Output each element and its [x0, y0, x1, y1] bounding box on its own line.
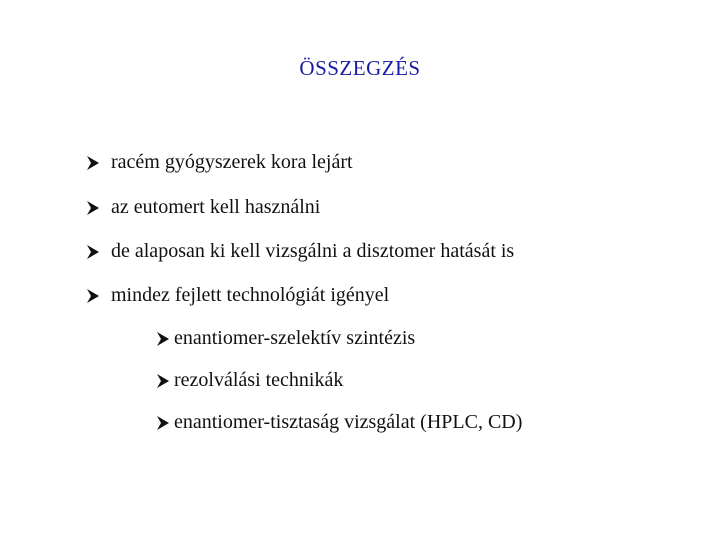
bullet-text: de alaposan ki kell vizsgálni a disztomer hatását is [111, 240, 515, 262]
bullet-item-1 [86, 151, 353, 174]
bullet-text: mindez fejlett technológiát igényel [111, 284, 390, 306]
chevron-arrow-icon [156, 373, 170, 389]
chevron-arrow-icon [156, 415, 170, 431]
sub-bullet-item-3 [156, 411, 522, 434]
bullet-item-4 [86, 284, 389, 307]
bullet-text: racém gyógyszerek kora lejárt [111, 151, 353, 173]
sub-bullet-item-2 [156, 369, 343, 392]
chevron-arrow-icon [86, 288, 100, 304]
sub-bullet-text: rezolválási technikák [174, 369, 344, 391]
sub-bullet-item-1 [156, 327, 415, 350]
chevron-arrow-icon [156, 331, 170, 347]
bullet-text: az eutomert kell használni [111, 196, 321, 218]
sub-bullet-text: enantiomer-tisztaság vizsgálat (HPLC, CD) [174, 411, 523, 433]
chevron-arrow-icon [86, 244, 100, 260]
bullet-item-2 [86, 196, 320, 219]
slide-title: ÖSSZEGZÉS [299, 56, 421, 80]
chevron-arrow-icon [86, 200, 100, 216]
sub-bullet-text: enantiomer-szelektív szintézis [174, 327, 416, 349]
chevron-arrow-icon [86, 155, 100, 171]
bullet-item-3 [86, 240, 514, 263]
